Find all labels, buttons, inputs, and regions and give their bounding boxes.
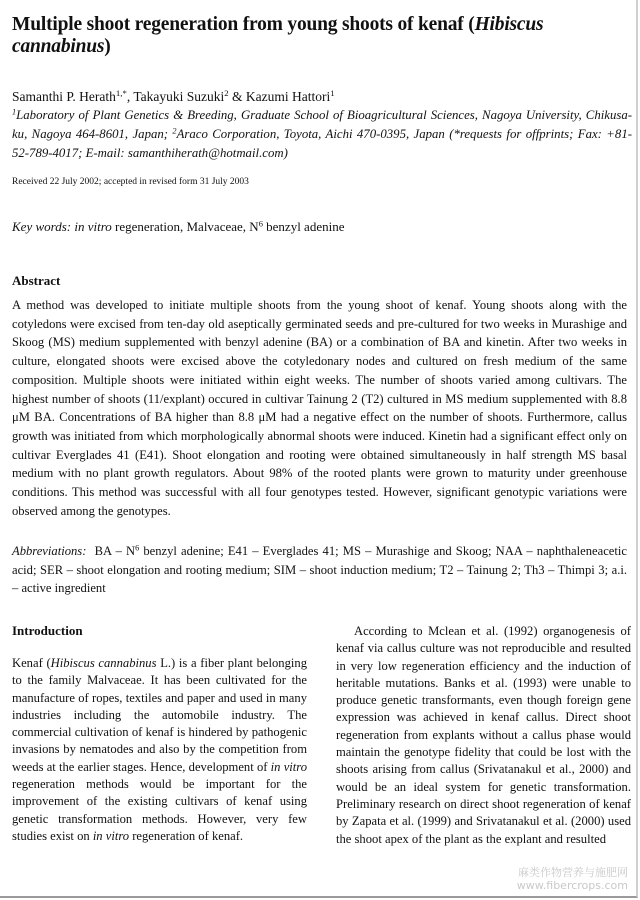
keywords-tail: benzyl adenine — [262, 219, 345, 234]
keywords-sup: 6 — [258, 218, 263, 229]
abstract-heading: Abstract — [12, 273, 61, 288]
text: regeneration methods would be important for the improvement of the existing cultivars of kenaf using genetic transformation methods. However, very few studies exist on — [12, 777, 307, 843]
species-name: Hibiscus cannabinus — [50, 656, 157, 670]
author-1: Samanthi P. Herath — [12, 89, 116, 104]
affil-2: Araco Corporation, Toyota, Aichi 470-0395, Japan (*requests for offprints; Fax: +81-52-789-4017; E-mail: samanthiherath@hotmail.com) — [12, 127, 632, 160]
abbreviations — [12, 542, 627, 598]
introduction-left-column — [12, 655, 307, 845]
author-list — [12, 89, 632, 105]
keywords-label: Key words: in vitro — [12, 219, 112, 234]
intro-paragraph-1 — [12, 655, 307, 845]
intro-paragraph-2: According to Mclean et al. (1992) organogenesis of kenaf via callus culture was not reproducible and resulted in very low regeneration efficiency and the induction of heritable mutations. Banks et al. (1993) were unable to produce genetic transformants, even though foreign gene expression was achieved in kenaf callus. Direct shoot regeneration from explants without a callus phase would maintain the genotype fidelity that could be lost with the shoots arising from callus (Srivatanakul et al., 2000) and would be an ideal system for genetic transformation. Preliminary research on direct shoot regeneration of kenaf by Zapata et al. (1999) and Srivatanakul et al. (2000) used the shoot apex of the plant as the explant and resulted — [336, 624, 631, 846]
abbreviations-sup: 6 — [135, 543, 140, 553]
received-dates: Received 22 July 2002; accepted in revised form 31 July 2003 — [12, 177, 249, 187]
affiliations — [12, 106, 632, 163]
text: regeneration of kenaf. — [129, 828, 244, 843]
title-close: ) — [104, 36, 111, 57]
author-2: , Takayuki Suzuki — [126, 89, 225, 104]
abstract-body: A method was developed to initiate multiple shoots from the young shoot of kenaf. Young shoots along with the cotyledons were excised from ten-day old aseptically germinated seeds and pre-cultured for two weeks in Murashige and Skoog (MS) medium supplemented with benzyl adenine (BA) or a combination of BA and kinetin. After two weeks in culture, elongated shoots were excised above the cotyledonary nodes and cultured on fresh medium of the same composition. Multiple shoots were initiated within eight weeks. The number of shoots varied among cultivars. The highest number of shoots (11/explant) occured in cultivar Tainung 2 (T2) cultured in MS medium supplemented with 8.8 μM BA. Concentrations of BA higher than 8.8 μM had a negative effect on the number of shoots. Furthermore, callus growth was initiated from which morphologically abnormal shoots were induced. Kinetin had a significant effect only on cultivar Everglades 41 (E41). Shoot elongation and rooting were obtained simultaneously in half strength MS basal medium with no plant growth regulators. About 98% of the rooted plants were grown to maturity under greenhouse conditions. This method was successful with all four genotypes tested. However, significant genotypic variations were observed among the genotypes. — [12, 298, 627, 518]
author-3-affil: 1 — [330, 88, 335, 99]
introduction-heading: Introduction — [12, 623, 83, 638]
text: Kenaf ( — [12, 656, 51, 670]
author-2-affil: 2 — [224, 88, 229, 99]
text: L.) is a fiber plant belonging to the family Malvaceae. It has been cultivated for the manufacture of ropes, textiles and paper and used in many industries including the automobile industry. The commercial cultivation of kenaf is hindered by pathogenic invasions by nematodes and also by the competition from weeds at the earlier stages. Hence, development of — [12, 656, 307, 774]
affil-1-marker: 1 — [12, 107, 17, 117]
title-species: Hibiscus cannabinus — [12, 14, 544, 57]
abbreviations-pre: BA – N — [86, 544, 136, 558]
author-1-affil: 1,* — [115, 88, 127, 99]
italic-term: in vitro — [92, 828, 130, 843]
affil-1: Laboratory of Plant Genetics & Breeding, Graduate School of Bioagricultural Sciences, Nagoya University, Chikusa-ku, Nagoya 464-8601, Japan; — [12, 108, 632, 141]
introduction-right-column — [336, 623, 631, 848]
title-text: Multiple shoot regeneration from young shoots of kenaf ( — [12, 14, 475, 35]
watermark-url: www.fibercrops.com — [516, 879, 628, 892]
abbreviations-label: Abbreviations: — [12, 544, 87, 558]
italic-term: in vitro — [270, 759, 308, 774]
keywords — [12, 219, 632, 235]
paper-title — [12, 14, 612, 58]
affil-2-marker: 2 — [172, 126, 177, 136]
abbreviations-body: benzyl adenine; E41 – Everglades 41; MS – Murashige and Skoog; NAA – naphthaleneacetic acid; SER – shoot elongation and rooting medium; SIM – shoot induction medium; T2 – Tainung 2; Th3 – Thimpi 3; a.i. – active ingredient — [12, 544, 627, 596]
site-watermark — [517, 866, 628, 892]
keywords-text: regeneration, Malvaceae, N — [111, 219, 259, 234]
author-3: & Kazumi Hattori — [228, 89, 331, 104]
watermark-chinese: 麻类作物营养与施肥网 — [518, 866, 628, 879]
